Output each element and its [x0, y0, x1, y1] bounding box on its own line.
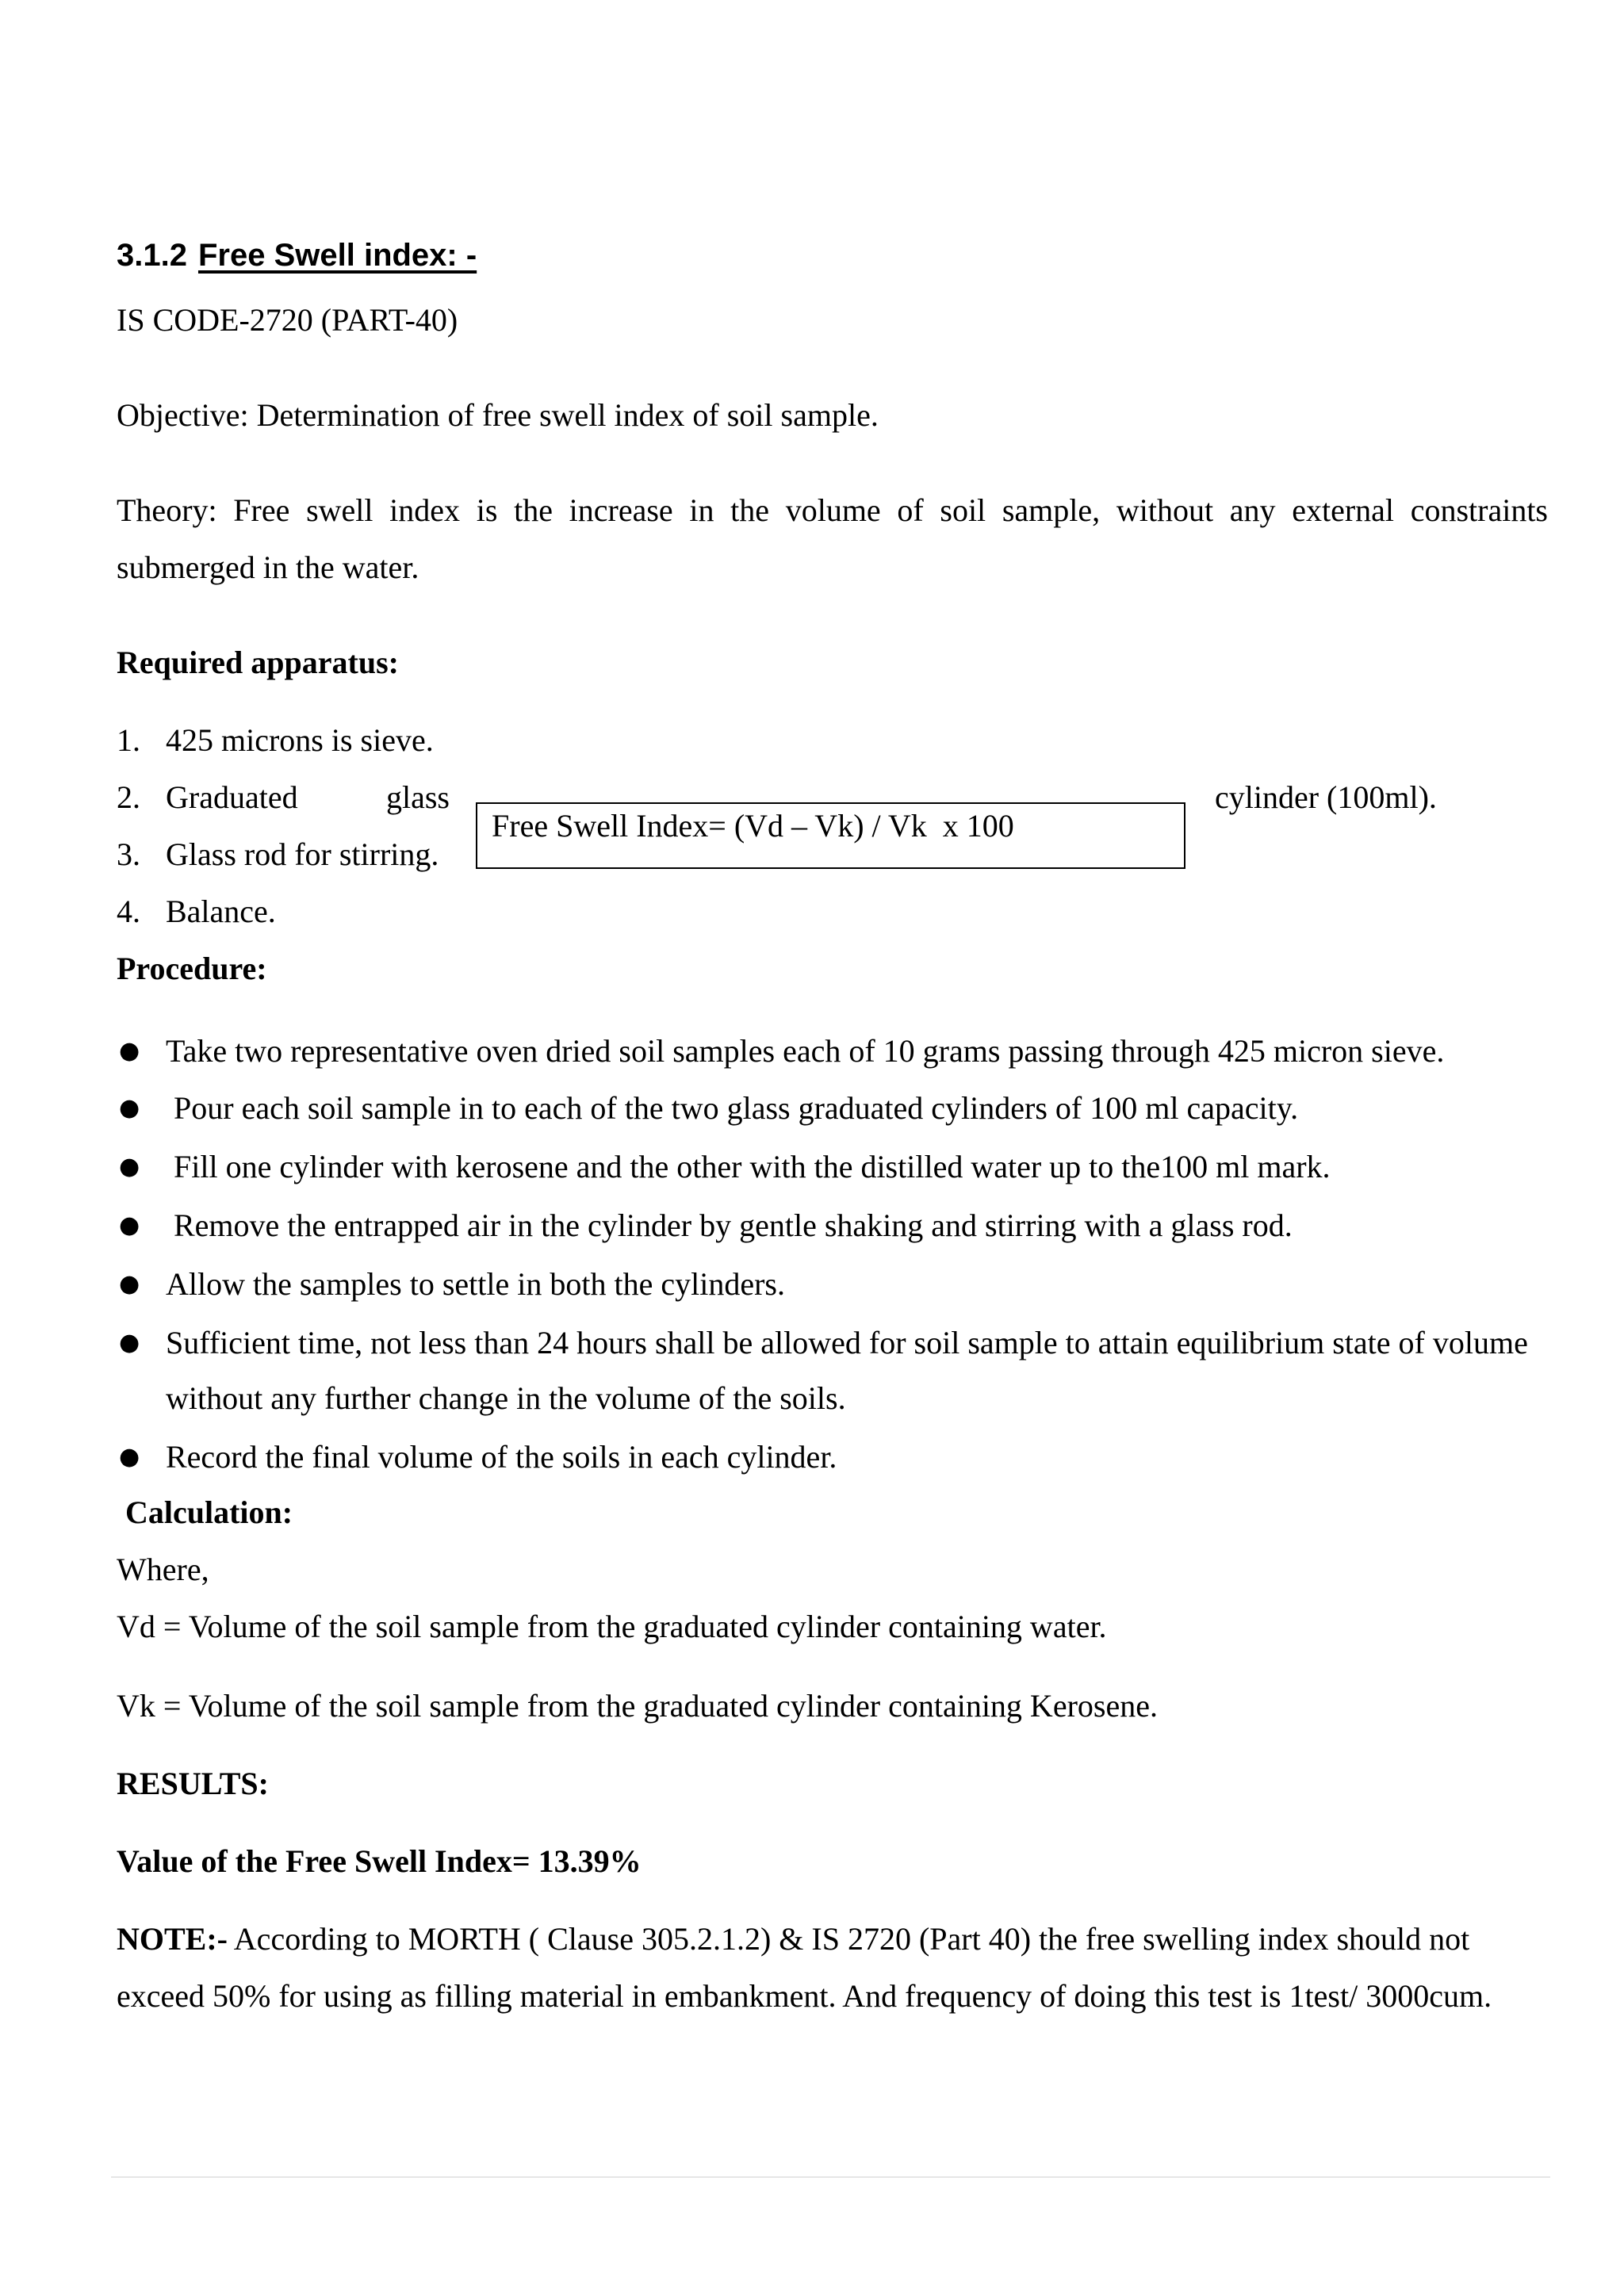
note-line-2: exceed 50% for using as filling material in embankment. And frequency of doing this test is 1test/ 3000cum. — [117, 1978, 1492, 2014]
apparatus-item-text-part-c: cylinder (100ml). — [1215, 779, 1437, 815]
apparatus-item-text: 425 microns is sieve. — [166, 722, 434, 758]
formula-box — [476, 802, 1185, 869]
apparatus-item-number: 1. — [117, 722, 140, 758]
where-label: Where, — [117, 1552, 209, 1587]
apparatus-item-text-part-b: glass — [386, 779, 450, 815]
note-text-1: According to MORTH ( Clause 305.2.1.2) & IS 2720 (Part 40) the free swelling index should not — [233, 1921, 1470, 1957]
bullet-icon: ● — [119, 1037, 140, 1065]
results-value: Value of the Free Swell Index= 13.39% — [117, 1843, 642, 1879]
note-label: NOTE:- — [117, 1921, 228, 1957]
vk-definition: Vk = Volume of the soil sample from the graduated cylinder containing Kerosene. — [117, 1688, 1158, 1724]
section-heading — [117, 238, 477, 274]
apparatus-item-number: 2. — [117, 779, 140, 815]
results-heading: RESULTS: — [117, 1766, 269, 1801]
apparatus-item-text-part-a: Graduated — [166, 779, 298, 815]
apparatus-item-text: Balance. — [166, 894, 276, 929]
procedure-step: Take two representative oven dried soil samples each of 10 grams passing through 425 micron sieve. — [166, 1033, 1445, 1069]
bullet-icon: ● — [119, 1094, 140, 1122]
bullet-icon: ● — [119, 1153, 140, 1181]
procedure-step: Sufficient time, not less than 24 hours shall be allowed for soil sample to attain equilibrium state of volume — [166, 1325, 1528, 1360]
objective-text: Objective: Determination of free swell index of soil sample. — [117, 397, 879, 433]
procedure-step: Remove the entrapped air in the cylinder by gentle shaking and stirring with a glass rod. — [174, 1207, 1293, 1243]
section-title: Free Swell index: - — [197, 238, 477, 273]
section-number: 3.1.2 — [117, 238, 187, 273]
code-reference: IS CODE-2720 (PART-40) — [117, 302, 458, 338]
apparatus-item-number: 3. — [117, 836, 140, 872]
procedure-step: Allow the samples to settle in both the cylinders. — [166, 1266, 785, 1302]
bullet-icon: ● — [119, 1443, 140, 1471]
calculation-heading: Calculation: — [125, 1494, 293, 1530]
apparatus-heading: Required apparatus: — [117, 645, 399, 680]
formula-text: Free Swell Index= (Vd – Vk) / Vk x 100 — [492, 808, 1014, 844]
bullet-icon: ● — [119, 1329, 140, 1357]
note-line-1 — [117, 1920, 1469, 1957]
procedure-step: Fill one cylinder with kerosene and the other with the distilled water up to the100 ml mark. — [174, 1149, 1331, 1184]
procedure-heading: Procedure: — [117, 951, 267, 986]
apparatus-item-number: 4. — [117, 894, 140, 929]
procedure-step-continuation: without any further change in the volume of the soils. — [166, 1380, 846, 1416]
theory-line-2: submerged in the water. — [117, 549, 419, 585]
bullet-icon: ● — [119, 1270, 140, 1298]
procedure-step: Record the final volume of the soils in each cylinder. — [166, 1439, 837, 1475]
theory-line-1: Theory: Free swell index is the increase in the volume of soil sample, without any external constraints — [117, 492, 1548, 528]
apparatus-item-text: Glass rod for stirring. — [166, 836, 439, 872]
bullet-icon: ● — [119, 1211, 140, 1239]
procedure-step: Pour each soil sample in to each of the two glass graduated cylinders of 100 ml capacity. — [174, 1090, 1299, 1126]
footer-divider — [111, 2176, 1550, 2178]
vd-definition: Vd = Volume of the soil sample from the graduated cylinder containing water. — [117, 1609, 1107, 1644]
